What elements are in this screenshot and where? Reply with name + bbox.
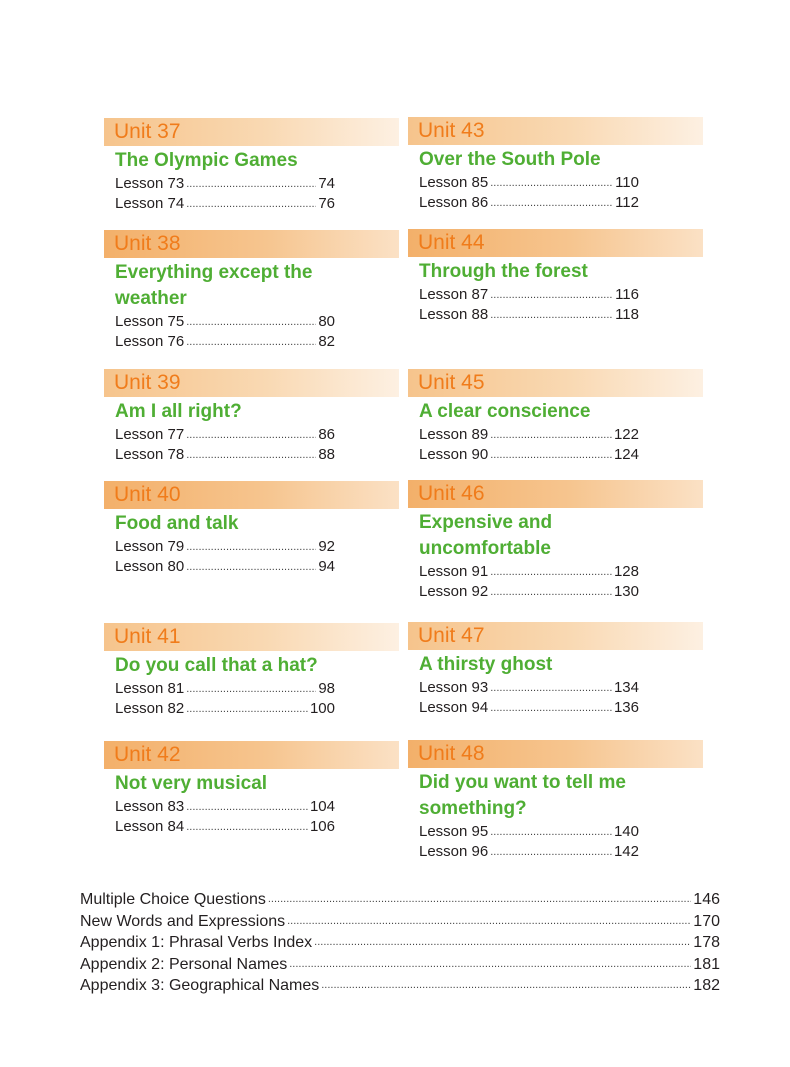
unit-label: Unit 47 xyxy=(408,622,703,650)
page-number: 122 xyxy=(613,426,639,443)
leader-dots xyxy=(186,445,316,465)
unit-block-44 xyxy=(408,229,703,325)
unit-block-45 xyxy=(408,369,703,465)
lesson-entry[interactable] xyxy=(115,332,335,352)
page-number: 124 xyxy=(613,446,639,463)
entry-label: Appendix 3: Geographical Names xyxy=(80,977,320,994)
lesson-name: Lesson 85 xyxy=(419,174,489,191)
leader-dots xyxy=(490,582,612,602)
leader-dots xyxy=(490,698,612,718)
leader-dots xyxy=(490,173,613,193)
backmatter-entry[interactable] xyxy=(80,975,720,997)
lesson-entry[interactable] xyxy=(419,562,639,582)
leader-dots xyxy=(186,425,316,445)
leader-dots xyxy=(268,889,691,911)
page-number: 104 xyxy=(309,798,335,815)
page-number: 92 xyxy=(318,538,335,555)
page-number: 88 xyxy=(318,446,335,463)
unit-label: Unit 42 xyxy=(104,741,399,769)
unit-title[interactable]: A thirsty ghost xyxy=(419,654,553,675)
lesson-name: Lesson 81 xyxy=(115,680,185,697)
leader-dots xyxy=(490,678,612,698)
lesson-entry[interactable] xyxy=(115,174,335,194)
lesson-name: Lesson 84 xyxy=(115,818,185,835)
leader-dots xyxy=(314,932,691,954)
unit-label: Unit 37 xyxy=(104,118,399,146)
unit-block-38 xyxy=(104,230,399,352)
unit-label: Unit 48 xyxy=(408,740,703,768)
lesson-name: Lesson 93 xyxy=(419,679,489,696)
lesson-name: Lesson 79 xyxy=(115,538,185,555)
lesson-name: Lesson 82 xyxy=(115,700,185,717)
leader-dots xyxy=(186,797,308,817)
page-number: 181 xyxy=(693,955,720,973)
leader-dots xyxy=(186,679,316,699)
leader-dots xyxy=(186,194,316,214)
lesson-entry[interactable] xyxy=(115,699,335,719)
leader-dots xyxy=(490,285,613,305)
leader-dots xyxy=(490,445,612,465)
page-number: 86 xyxy=(318,426,335,443)
lesson-entry[interactable] xyxy=(115,557,335,577)
page-number: 106 xyxy=(309,818,335,835)
lesson-name: Lesson 86 xyxy=(419,194,489,211)
lesson-entry[interactable] xyxy=(115,679,335,699)
page-number: 134 xyxy=(613,679,639,696)
page-number: 130 xyxy=(613,583,639,600)
leader-dots xyxy=(490,193,613,213)
lesson-name: Lesson 90 xyxy=(419,446,489,463)
lesson-entry[interactable] xyxy=(115,312,335,332)
leader-dots xyxy=(490,425,612,445)
unit-block-43 xyxy=(408,117,703,213)
unit-title[interactable]: Do you call that a hat? xyxy=(115,655,318,676)
page-number: 182 xyxy=(693,977,720,994)
unit-title[interactable]: Am I all right? xyxy=(115,401,242,422)
unit-block-40 xyxy=(104,481,399,577)
lesson-entry[interactable] xyxy=(419,698,639,718)
lesson-entry[interactable] xyxy=(419,193,639,213)
page-number: 178 xyxy=(693,934,720,951)
lesson-entry[interactable] xyxy=(419,678,639,698)
lesson-entry[interactable] xyxy=(419,173,639,193)
unit-label: Unit 46 xyxy=(408,480,703,508)
lesson-entry[interactable] xyxy=(419,445,639,465)
unit-title[interactable]: A clear conscience xyxy=(419,401,591,422)
lesson-name: Lesson 92 xyxy=(419,583,489,600)
unit-title[interactable]: Over the South Pole xyxy=(419,149,601,170)
lesson-entry[interactable] xyxy=(419,842,639,862)
unit-block-48 xyxy=(408,740,703,862)
unit-label: Unit 38 xyxy=(104,230,399,258)
backmatter-entry[interactable] xyxy=(80,911,720,933)
unit-block-37 xyxy=(104,118,399,214)
lesson-entry[interactable] xyxy=(115,194,335,214)
leader-dots xyxy=(289,954,691,976)
leader-dots xyxy=(186,174,316,194)
lesson-entry[interactable] xyxy=(419,425,639,445)
lesson-name: Lesson 73 xyxy=(115,175,185,192)
unit-block-46 xyxy=(408,480,703,602)
leader-dots xyxy=(490,305,613,325)
lesson-name: Lesson 91 xyxy=(419,563,489,580)
leader-dots xyxy=(186,699,308,719)
page-number: 112 xyxy=(615,194,639,211)
page-number: 82 xyxy=(318,333,335,350)
unit-label: Unit 40 xyxy=(104,481,399,509)
leader-dots xyxy=(186,817,308,837)
page-number: 140 xyxy=(613,823,639,840)
lesson-entry[interactable] xyxy=(115,817,335,837)
leader-dots xyxy=(186,557,316,577)
unit-title[interactable]: Expensive and uncomfortable xyxy=(419,512,553,559)
page-number: 100 xyxy=(309,700,335,717)
lesson-entry[interactable] xyxy=(419,285,639,305)
lesson-name: Lesson 87 xyxy=(419,286,489,303)
lesson-entry[interactable] xyxy=(115,537,335,557)
lesson-name: Lesson 77 xyxy=(115,426,185,443)
unit-label: Unit 41 xyxy=(104,623,399,651)
lesson-name: Lesson 80 xyxy=(115,558,185,575)
entry-label: New Words and Expressions xyxy=(80,912,286,930)
unit-title[interactable]: Not very musical xyxy=(115,773,268,794)
page-number: 80 xyxy=(318,313,335,330)
backmatter-entry[interactable] xyxy=(80,954,720,976)
lesson-name: Lesson 75 xyxy=(115,313,185,330)
unit-block-42 xyxy=(104,741,399,837)
page-number: 74 xyxy=(318,175,335,192)
leader-dots xyxy=(321,975,691,997)
lesson-entry[interactable] xyxy=(419,582,639,602)
backmatter-entry[interactable] xyxy=(80,932,720,954)
leader-dots xyxy=(186,537,316,557)
unit-block-39 xyxy=(104,369,399,465)
lesson-entry[interactable] xyxy=(115,797,335,817)
entry-label: Appendix 2: Personal Names xyxy=(80,955,288,973)
page-number: 116 xyxy=(615,286,639,303)
unit-label: Unit 45 xyxy=(408,369,703,397)
lesson-entry[interactable] xyxy=(115,425,335,445)
unit-label: Unit 44 xyxy=(408,229,703,257)
unit-block-41 xyxy=(104,623,399,719)
lesson-name: Lesson 96 xyxy=(419,843,489,860)
page-number: 98 xyxy=(318,680,335,697)
unit-title[interactable]: The Olympic Games xyxy=(115,150,298,171)
leader-dots xyxy=(186,332,316,352)
unit-title[interactable]: Everything except the weather xyxy=(115,262,313,309)
page-number: 94 xyxy=(318,558,335,575)
unit-title[interactable]: Did you want to tell me something? xyxy=(419,772,626,819)
lesson-name: Lesson 74 xyxy=(115,195,185,212)
leader-dots xyxy=(490,822,612,842)
unit-label: Unit 39 xyxy=(104,369,399,397)
unit-title[interactable]: Through the forest xyxy=(419,261,588,282)
lesson-entry[interactable] xyxy=(419,305,639,325)
lesson-entry[interactable] xyxy=(115,445,335,465)
backmatter-entry[interactable] xyxy=(80,889,720,911)
page-number: 142 xyxy=(613,843,639,860)
entry-label: Appendix 1: Phrasal Verbs Index xyxy=(80,934,313,951)
page-number: 118 xyxy=(615,306,639,323)
backmatter-list xyxy=(80,889,720,997)
lesson-name: Lesson 83 xyxy=(115,798,185,815)
lesson-name: Lesson 78 xyxy=(115,446,185,463)
lesson-entry[interactable] xyxy=(419,822,639,842)
leader-dots xyxy=(186,312,316,332)
lesson-name: Lesson 95 xyxy=(419,823,489,840)
lesson-name: Lesson 76 xyxy=(115,333,185,350)
unit-block-47 xyxy=(408,622,703,718)
entry-label: Multiple Choice Questions xyxy=(80,891,266,908)
lesson-name: Lesson 94 xyxy=(419,699,489,716)
leader-dots xyxy=(287,911,691,933)
unit-title[interactable]: Food and talk xyxy=(115,513,239,534)
leader-dots xyxy=(490,842,612,862)
lesson-name: Lesson 89 xyxy=(419,426,489,443)
lesson-name: Lesson 88 xyxy=(419,306,489,323)
page-number: 76 xyxy=(318,195,335,212)
page-number: 128 xyxy=(613,563,639,580)
page-number: 136 xyxy=(613,699,639,716)
page-number: 110 xyxy=(615,174,639,191)
page-number: 146 xyxy=(693,891,720,908)
leader-dots xyxy=(490,562,612,582)
unit-label: Unit 43 xyxy=(408,117,703,145)
page-number: 170 xyxy=(693,912,720,930)
